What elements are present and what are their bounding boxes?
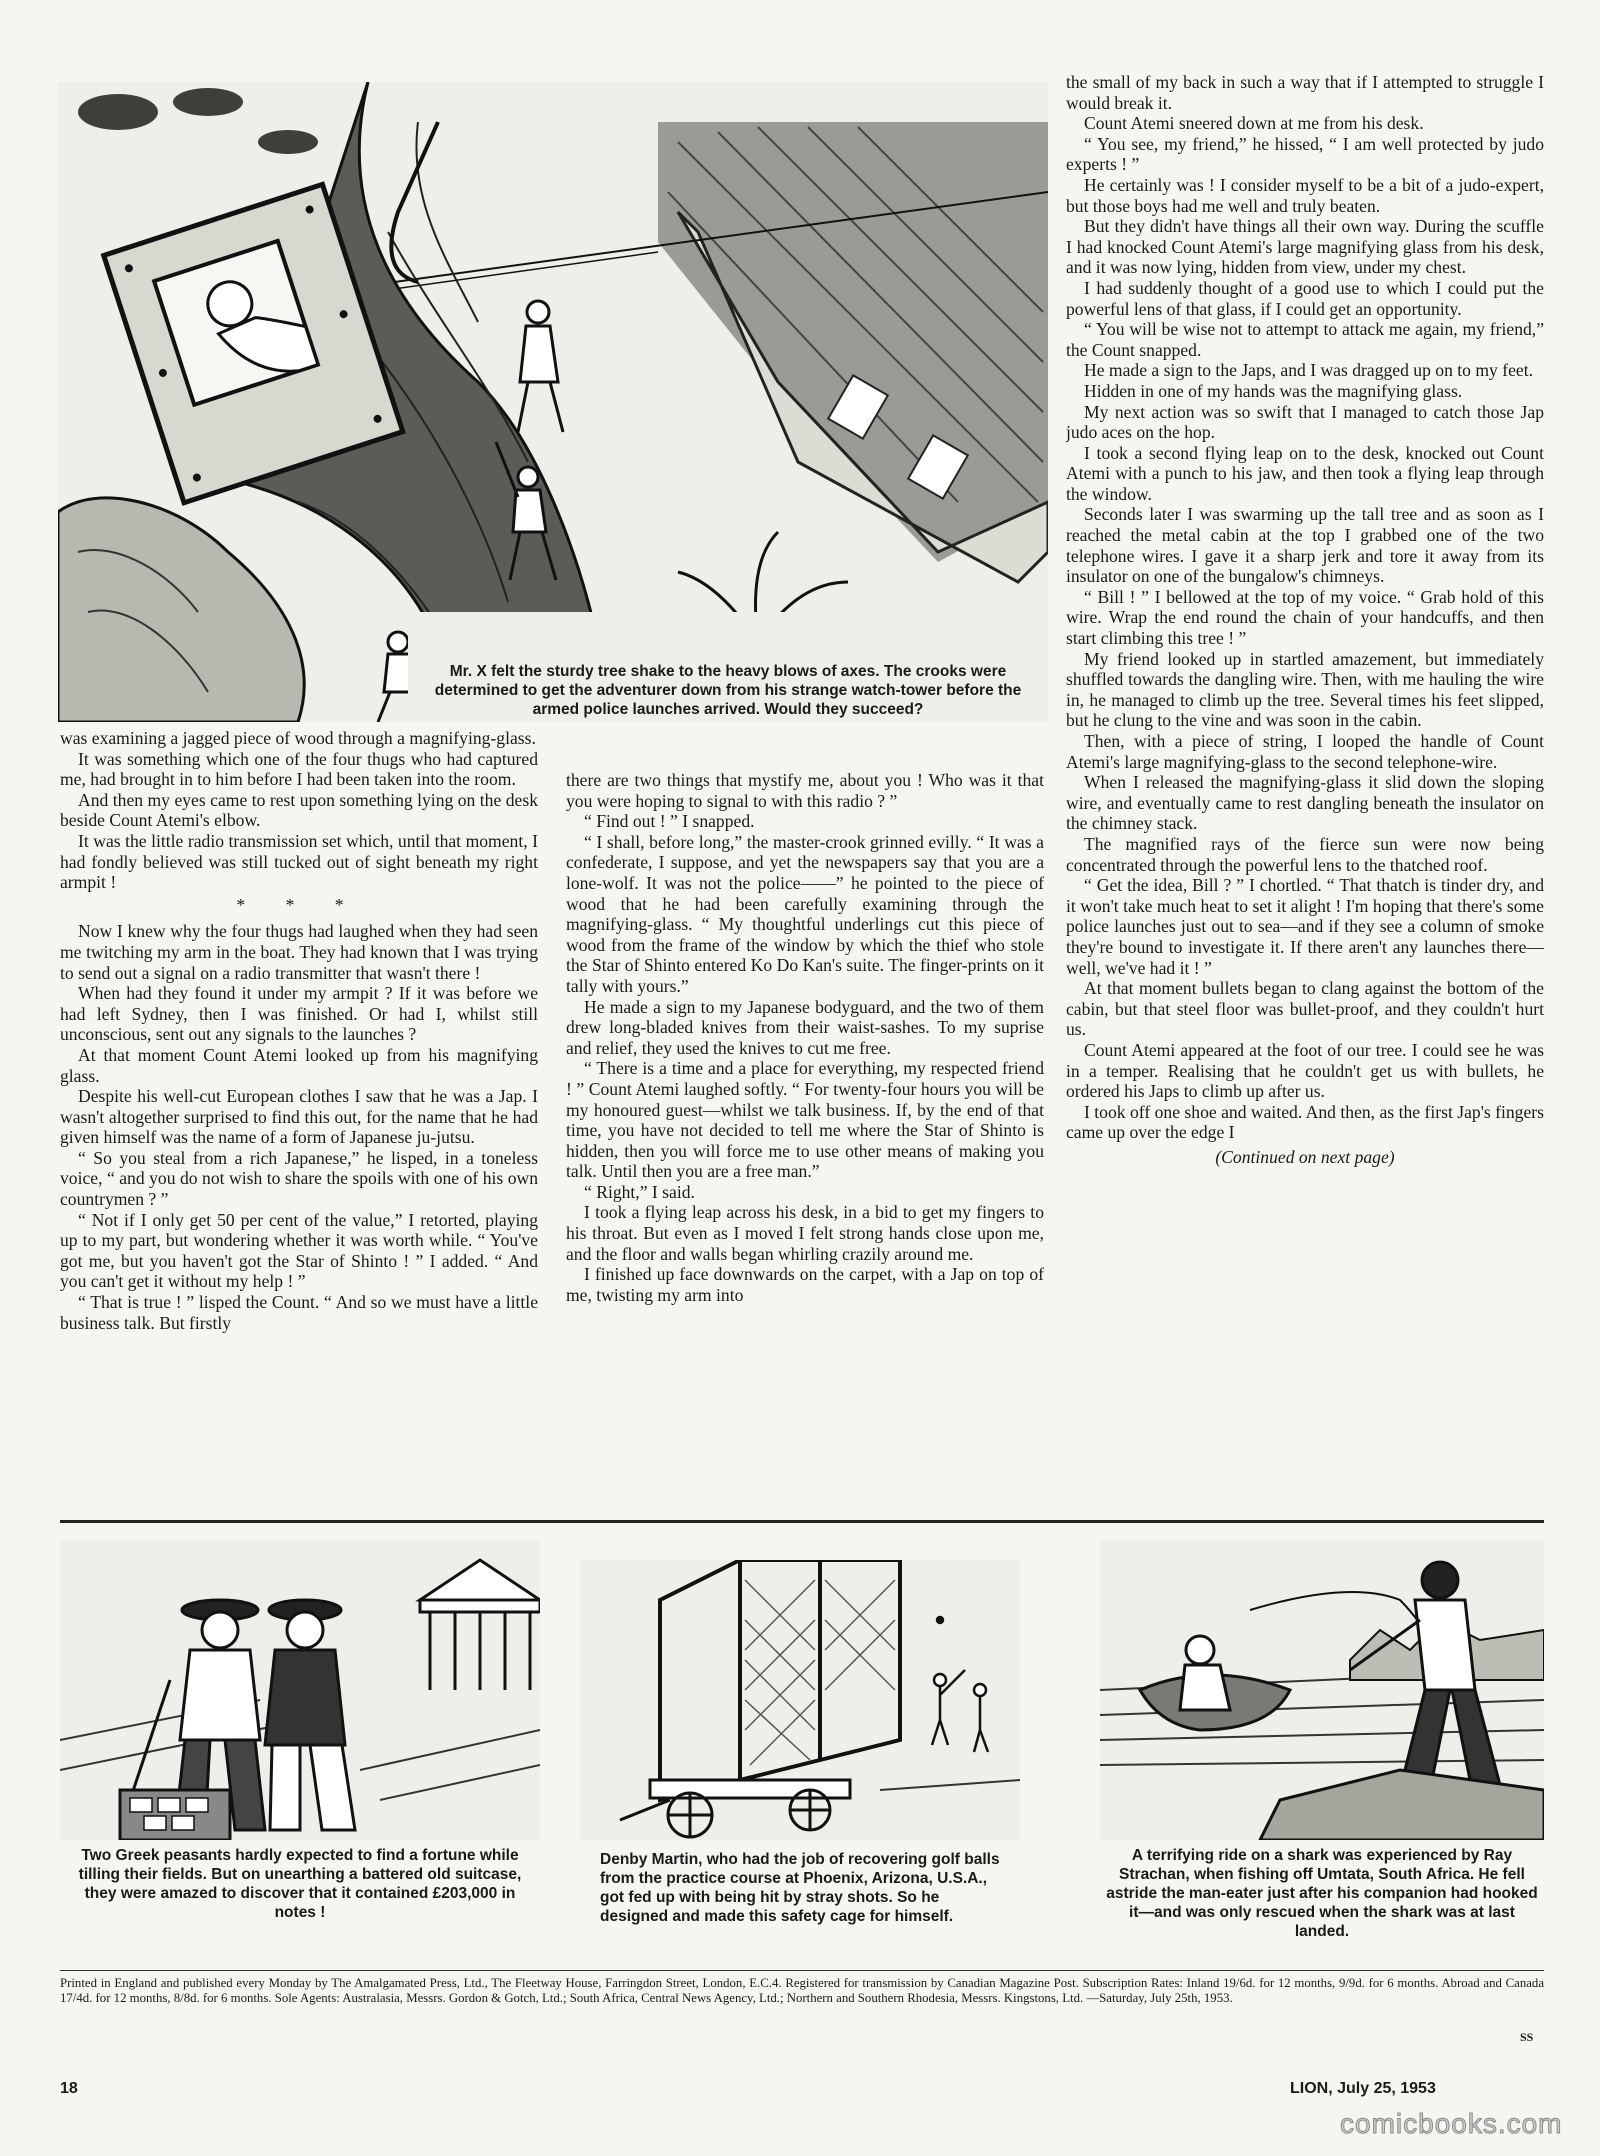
golf-cage-illustration (580, 1560, 1020, 1840)
paragraph: “ Not if I only get 50 per cent of the value,” I retorted, playing up to my part, but wondering whether it was worth while. “ You've got me, but you haven't got the Star of Shinto ! ” I added. “ And you can't get it without my help ! ” (60, 1209, 538, 1292)
golf-cage-drawing (580, 1560, 1020, 1840)
page-code: SS (1520, 2030, 1534, 2044)
paragraph: the small of my back in such a way that if I attempted to struggle I would break it. (1066, 72, 1544, 113)
paragraph: He certainly was ! I consider myself to be a bit of a judo-expert, but those boys had me well and truly beaten. (1066, 174, 1544, 216)
paragraph: “ Find out ! ” I snapped. (584, 811, 755, 832)
paragraph: When had they found it under my armpit ? If it was before we had left Sydney, then I was finished. Or had I, whilst still unconscious, sent out any signals to the launches ? (60, 983, 538, 1045)
greek-peasants-illustration (60, 1540, 540, 1840)
paragraph: When I released the magnifying-glass it slid down the sloping wire, and eventually came to rest dangling beneath the insulator on the chimney stack. (1066, 772, 1544, 834)
greek-peasants-drawing (60, 1540, 540, 1840)
paragraph: “ So you steal from a rich Japanese,” he lisped, in a toneless voice, “ and you do not wish to share the spoils with one of his own countrymen ? ” (60, 1147, 538, 1210)
section-rule (60, 1520, 1544, 1523)
top-illustration-caption: Mr. X felt the sturdy tree shake to the heavy blows of axes. The crooks were determined to get the adventurer down from his strange watch-tower before the armed police launches arrived. Would they succeed? (434, 663, 1022, 718)
paragraph: “ I shall, before long,” the master-crook grinned evilly. “ It was a confederate, I suppose, and yet the newspapers say that you are a lone-wolf. It was not the police——” he pointed to the piece of wood that he had been carefully examining through the magnifying-glass. “ My thoughtful underlings cut this piece of wood from the frame of the window by which the thief who stole the Star of Shinto entered Ko Do Kan's suite. The finger-prints on it tally with yours.” (566, 831, 1044, 996)
shark-ride-illustration (1100, 1540, 1544, 1840)
paragraph: I took off one shoe and waited. And then, as the first Jap's fingers came up over the edge I (1066, 1101, 1544, 1143)
paragraph: Despite his well-cut European clothes I saw that he was a Jap. I wasn't altogether surprised to find this out, for the name that he had given himself was the name of a form of Japanese ju-jutsu. (60, 1086, 538, 1148)
paragraph: Hidden in one of my hands was the magnifying glass. (1084, 380, 1463, 401)
paragraph: “ Bill ! ” I bellowed at the top of my voice. “ Grab hold of this wire. Wrap the end round the chain of your handcuffs, and then start climbing this tree ! ” (1066, 586, 1544, 649)
paragraph: Count Atemi appeared at the foot of our tree. I could see he was in a temper. Realising that he couldn't get us with bullets, he ordered his Japs to climb up after us. (1066, 1039, 1544, 1102)
paragraph: It was the little radio transmission set which, until that moment, I had fondly believed was still tucked out of sight beneath my right armpit ! (60, 830, 538, 893)
paragraph: “ That is true ! ” lisped the Count. “ And so we must have a little business talk. But firstly (60, 1292, 538, 1333)
paragraph: It was something which one of the four thugs who had captured me, had brought in to him before I had been taken into the room. (60, 748, 538, 790)
section-break: * * * (236, 894, 362, 915)
paragraph: Now I knew why the four thugs had laughed when they had seen me twitching my arm in the boat. They had known that I was trying to send out a signal on a radio transmitter that wasn't there ! (60, 921, 538, 983)
paragraph: I had suddenly thought of a good use to which I could put the powerful lens of that glass, if I could get an opportunity. (1066, 277, 1544, 319)
paragraph: At that moment Count Atemi looked up from his magnifying glass. (60, 1044, 538, 1086)
paragraph: Seconds later I was swarming up the tall tree and as soon as I reached the metal cabin at the top I grabbed one of the two telephone wires. I gave it a sharp jerk and tore it away from its insulator on one of the bungalow's chimneys. (1066, 504, 1544, 587)
article-column-1 (60, 728, 538, 1498)
paragraph: But they didn't have things all their own way. During the scuffle I had knocked Count Atemi's large magnifying glass from his desk, and it was now lying, hidden from view, under my chest. (1066, 216, 1544, 278)
paragraph: “ Get the idea, Bill ? ” I chortled. “ That thatch is tinder dry, and it won't take much heat to set it alight ! I'm hoping that there's some police launches just out to sea—and if they see a column of smoke they're bound to investigate it. If there aren't any launches there—well, we've had it ! ” (1066, 875, 1544, 978)
paragraph: The magnified rays of the fierce sun were now being concentrated through the powerful lens to the thatched roof. (1066, 833, 1544, 875)
watermark-text: comicbooks.com (1340, 2108, 1563, 2139)
tree-cabin-drawing (58, 82, 1048, 722)
paragraph: And then my eyes came to rest upon something lying on the desk beside Count Atemi's elbow. (60, 789, 538, 831)
paragraph: He made a sign to the Japs, and I was dragged up on to my feet. (1084, 360, 1534, 381)
shark-ride-drawing (1100, 1540, 1544, 1840)
running-foot: LION, July 25, 1953 (1290, 2080, 1436, 2097)
paragraph: “ There is a time and a place for everything, my respected friend ! ” Count Atemi laughed softly. “ For twenty-four hours you will be my honoured guest—whilst we talk business. If, by the end of that time, you have not decided to tell me where the Star of Shinto is hidden, then you will force me to use other means of making you talk. Until then you are a free man.” (566, 1058, 1044, 1182)
paragraph: My friend looked up in startled amazement, but immediately shuffled towards the dangling wire. Then, with me hauling the wire in, he managed to climb up the tree. Several times his feet slipped, but he clung to the vine and was soon in the cabin. (1066, 648, 1544, 731)
paragraph: was examining a jagged piece of wood through a magnifying-glass. (60, 728, 536, 748)
footer-rule (60, 1970, 1544, 1971)
paragraph: Count Atemi sneered down at me from his desk. (1084, 113, 1424, 134)
continued-note: (Continued on next page) (1215, 1146, 1395, 1167)
greek-peasants-caption: Two Greek peasants hardly expected to find a fortune while tilling their fields. But on unearthing a battered old suitcase, they were amazed to discover that it contained £203,000 in notes ! (78, 1847, 522, 1921)
shark-ride-caption: A terrifying ride on a shark was experienced by Ray Strachan, when fishing off Umtata, South Africa. He fell astride the man-eater just after his companion had hooked it—and was only rescued when the shark was at last landed. (1106, 1847, 1538, 1940)
paragraph: At that moment bullets began to clang against the bottom of the cabin, but that steel floor was bullet-proof, and they couldn't hurt us. (1066, 978, 1544, 1040)
paragraph: I took a flying leap across his desk, in a bid to get my fingers to his throat. But even as I moved I felt strong hands close upon me, and the floor and walls began whirling crazily around me. (566, 1202, 1044, 1264)
paragraph: “ Right,” I said. (584, 1181, 695, 1202)
paragraph: I took a second flying leap on to the desk, knocked out Count Atemi with a punch to his jaw, and then took a flying leap through the window. (1066, 442, 1544, 504)
paragraph: there are two things that mystify me, about you ! Who was it that you were hoping to signal to with this radio ? ” (566, 770, 1044, 811)
article-column-3 (1066, 72, 1544, 1478)
page-number: 18 (60, 2080, 78, 2097)
paragraph: I finished up face downwards on the carpet, with a Jap on top of me, twisting my arm into (566, 1264, 1044, 1305)
paragraph: “ You see, my friend,” he hissed, “ I am well protected by judo experts ! ” (1066, 133, 1544, 175)
article-column-2 (566, 770, 1044, 1498)
paragraph: Then, with a piece of string, I looped the handle of Count Atemi's large magnifying-glass to the second telephone-wire. (1066, 731, 1544, 772)
paragraph: My next action was so swift that I managed to catch those Jap judo aces on the hop. (1066, 401, 1544, 443)
paragraph: “ You will be wise not to attempt to attack me again, my friend,” the Count snapped. (1066, 319, 1544, 360)
imprint-text: Printed in England and published every Monday by The Amalgamated Press, Ltd., The Fleetway House, Farringdon Street, London, E.C.4. Registered for transmission by Canadian Magazine Post. Subscription Rates: Inland 19/6d. for 12 months, 9/9d. for 6 months. Abroad and Canada 17/4d. for 12 months, 8/8d. for 6 months. Sole Agents: Australasia, Messrs. Gordon & Gotch, Ltd.; South Africa, Central News Agency, Ltd.; Northern and Southern Rhodesia, Messrs. Kingstons, Ltd. —Saturday, July 25th, 1953. (60, 1976, 1544, 2005)
tree-cabin-illustration (58, 82, 1048, 722)
paragraph: He made a sign to my Japanese bodyguard, and the two of them drew long-bladed knives from their waist-sashes. To my suprise and relief, they used the knives to cut me free. (566, 996, 1044, 1058)
golf-cage-caption: Denby Martin, who had the job of recovering golf balls from the practice course at Phoenix, Arizona, U.S.A., got fed up with being hit by stray shots. So he designed and made this safety cage for himself. (600, 1851, 1000, 1925)
